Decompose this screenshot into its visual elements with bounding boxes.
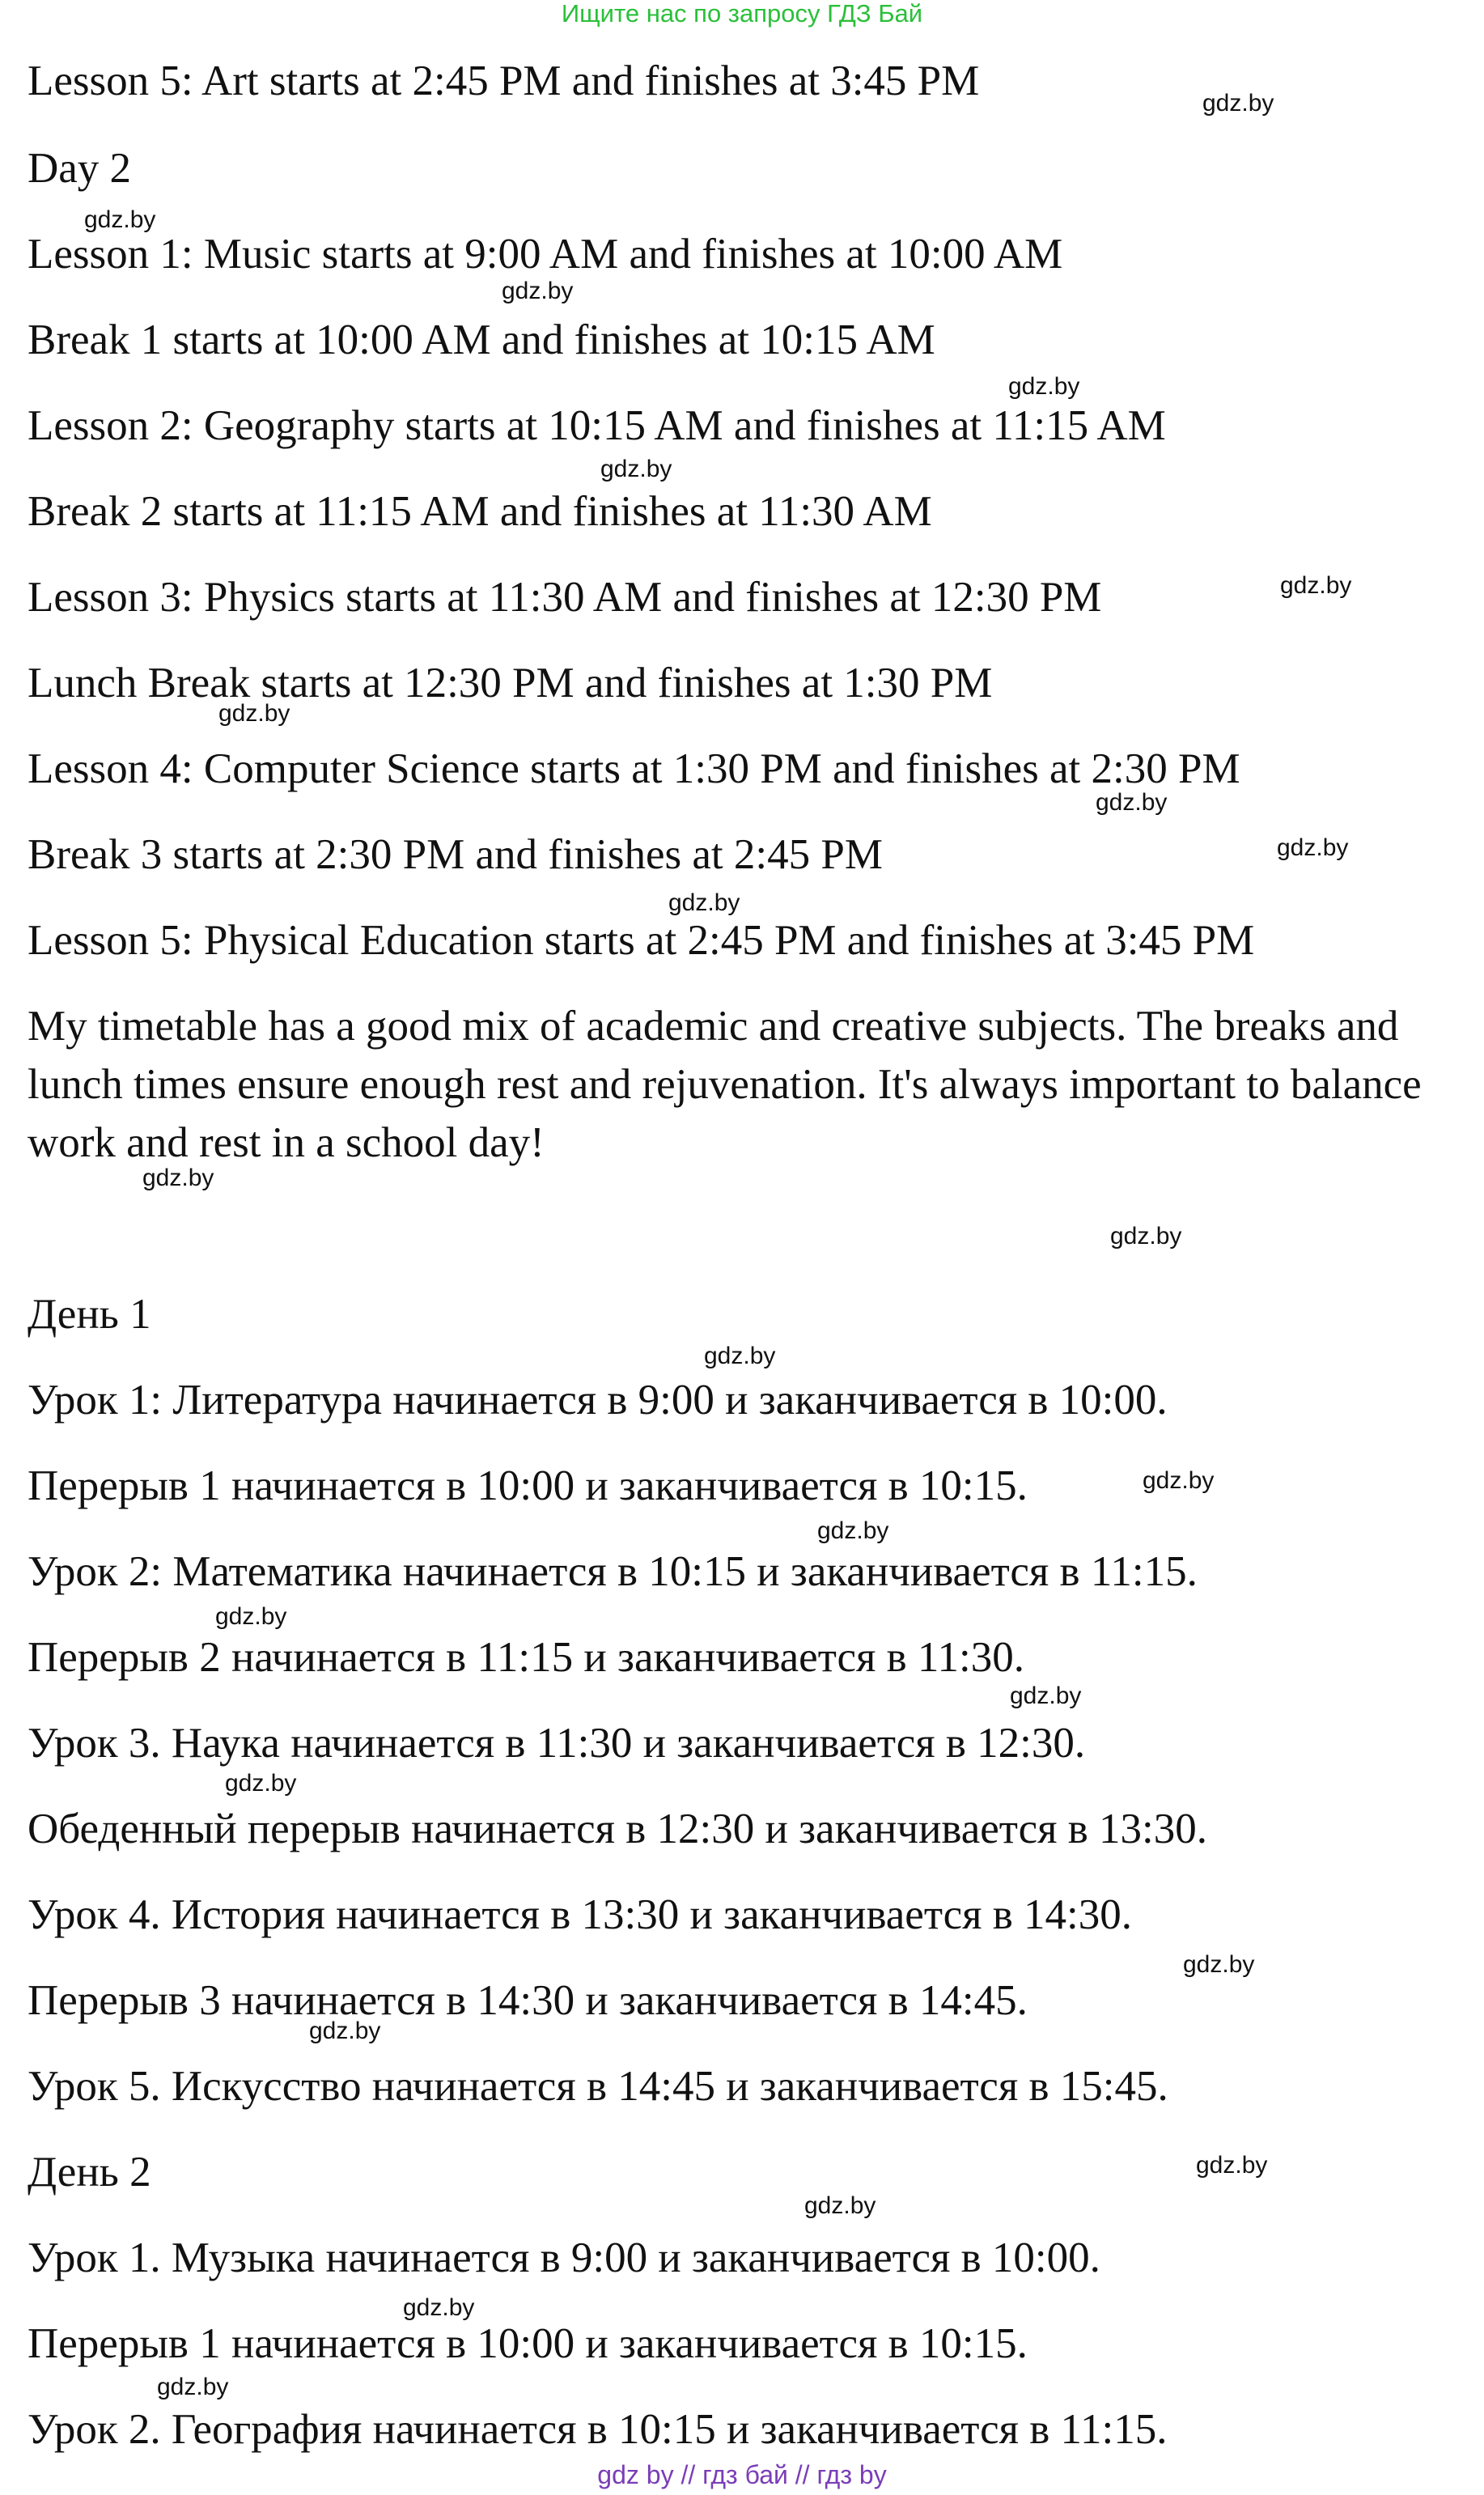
watermark: gdz.by — [817, 1517, 889, 1544]
text-line-lesson-5-physical-education: Lesson 5: Physical Education starts at 2:45 PM and finishes at 3:45 PM — [28, 917, 1255, 964]
watermark: gdz.by — [1196, 2152, 1268, 2179]
watermark: gdz.by — [84, 206, 156, 233]
watermark: gdz.by — [218, 700, 290, 727]
text-line-lesson-3-physics: Lesson 3: Physics starts at 11:30 AM and finishes at 12:30 PM — [28, 574, 1102, 621]
watermark: gdz.by — [704, 1343, 776, 1369]
text-line-obedennyi-pereryv: Обеденный перерыв начинается в 12:30 и заканчивается в 13:30. — [28, 1805, 1208, 1852]
watermark: gdz.by — [1183, 1951, 1255, 1978]
text-line-lunch-break: Lunch Break starts at 12:30 PM and finishes at 1:30 PM — [28, 660, 993, 706]
watermark: gdz.by — [225, 1770, 297, 1797]
watermark: gdz.by — [215, 1603, 287, 1630]
top-banner[interactable]: Ищите нас по запросу ГДЗ Бай — [561, 0, 923, 28]
watermark: gdz.by — [1096, 789, 1168, 816]
text-line-break-2: Break 2 starts at 11:15 AM and finishes at 11:30 AM — [28, 488, 932, 535]
text-line-lesson-4-computer-science: Lesson 4: Computer Science starts at 1:30 PM and finishes at 2:30 PM — [28, 745, 1240, 792]
text-line-urok-1-literatura: Урок 1: Литература начинается в 9:00 и заканчивается в 10:00. — [28, 1377, 1168, 1424]
text-line-pereryv-3: Перерыв 3 начинается в 14:30 и заканчивается в 14:45. — [28, 1977, 1028, 2024]
footer-links[interactable]: gdz by // гдз бай // гдз by — [597, 2460, 887, 2489]
heading-day-2: Day 2 — [28, 145, 132, 192]
heading-den-1: День 1 — [28, 1291, 151, 1338]
watermark: gdz.by — [1010, 1682, 1082, 1709]
text-line-pereryv-2: Перерыв 2 начинается в 11:15 и заканчивается в 11:30. — [28, 1634, 1024, 1681]
text-line-pereryv-1: Перерыв 1 начинается в 10:00 и заканчивается в 10:15. — [28, 1462, 1028, 1509]
watermark: gdz.by — [502, 278, 574, 304]
text-line-lesson-1-music: Lesson 1: Music starts at 9:00 AM and finishes at 10:00 AM — [28, 231, 1063, 278]
text-line-urok-2-geografiya: Урок 2. География начинается в 10:15 и заканчивается в 11:15. — [28, 2406, 1168, 2453]
watermark: gdz.by — [1280, 572, 1352, 599]
heading-den-2: День 2 — [28, 2149, 151, 2196]
text-line-lesson-5-art: Lesson 5: Art starts at 2:45 PM and finishes at 3:45 PM — [28, 57, 980, 104]
watermark: gdz.by — [1277, 834, 1349, 861]
watermark: gdz.by — [1202, 90, 1274, 117]
text-line-pereryv-1-day-2: Перерыв 1 начинается в 10:00 и заканчивается в 10:15. — [28, 2320, 1028, 2367]
watermark: gdz.by — [1008, 373, 1080, 400]
watermark: gdz.by — [600, 456, 672, 482]
text-line-break-3: Break 3 starts at 2:30 PM and finishes at 2:45 PM — [28, 831, 883, 878]
watermark: gdz.by — [1110, 1223, 1182, 1250]
watermark: gdz.by — [403, 2294, 475, 2321]
text-line-urok-3-nauka: Урок 3. Наука начинается в 11:30 и заканчивается в 12:30. — [28, 1720, 1086, 1767]
text-line-urok-2-matematika: Урок 2: Математика начинается в 10:15 и заканчивается в 11:15. — [28, 1548, 1198, 1595]
watermark: gdz.by — [668, 889, 740, 916]
text-line-lesson-2-geography: Lesson 2: Geography starts at 10:15 AM and finishes at 11:15 AM — [28, 402, 1166, 449]
text-line-urok-1-muzyka: Урок 1. Музыка начинается в 9:00 и заканчивается в 10:00. — [28, 2234, 1100, 2281]
text-line-urok-4-istoriya: Урок 4. История начинается в 13:30 и заканчивается в 14:30. — [28, 1891, 1133, 1938]
watermark: gdz.by — [1143, 1467, 1215, 1494]
watermark: gdz.by — [142, 1165, 214, 1191]
text-line-urok-5-iskusstvo: Урок 5. Искусство начинается в 14:45 и заканчивается в 15:45. — [28, 2063, 1168, 2110]
watermark: gdz.by — [804, 2192, 876, 2219]
conclusion-paragraph: My timetable has a good mix of academic and creative subjects. The breaks and lunch times ensure enough rest and rejuvenation. It's always important to balance work and rest in a school day! — [28, 1003, 1422, 1166]
watermark: gdz.by — [309, 2018, 381, 2044]
watermark: gdz.by — [157, 2374, 229, 2400]
text-line-break-1: Break 1 starts at 10:00 AM and finishes at 10:15 AM — [28, 316, 935, 363]
